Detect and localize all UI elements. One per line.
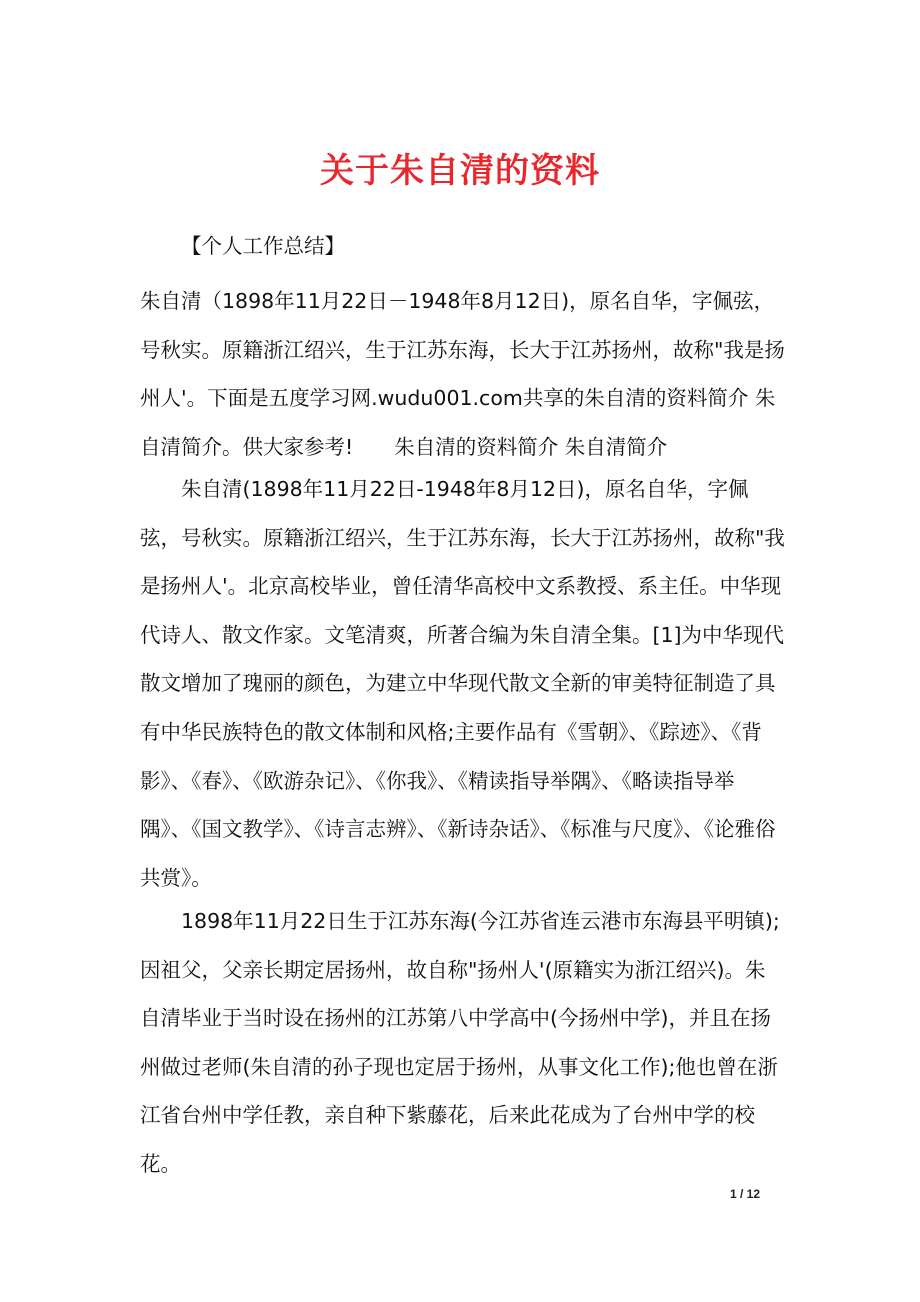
document-title: 关于朱自清的资料 [320,151,600,191]
paragraph-3: 1898年11月22日生于江苏东海(今江苏省连云港市东海县平明镇);因祖父，父亲长期定居扬州，故自称"扬州人'(原籍实为浙江绍兴)。朱自清毕业于当时设在扬州的江苏第八中学高中(今扬州中学)，并且在扬州做过老师(朱自清的孙子现也定居于扬州，从事文化工作);他也曾在浙江省台州中学任教，亲自种下紫藤花，后来此花成为了台州中学的校花。 [140,909,780,1176]
page-number: 1 / 12 [730,1187,761,1201]
paragraph-bio [140,465,785,902]
paragraph-1: 朱自清（1898年11月22日－1948年8月12日)，原名自华，字佩弦，号秋实。原籍浙江绍兴，生于江苏东海，长大于江苏扬州，故称"我是扬州人'。下面是五度学习网.wudu001.com共享的朱自清的资料简介 朱自清简介。供大家参考! 朱自清的资料简介 朱自清简介 [140,289,785,459]
paragraph-2: 朱自清(1898年11月22日-1948年8月12日)，原名自华，字佩弦，号秋实。原籍浙江绍兴，生于江苏东海，长大于江苏扬州，故称"我是扬州人'。北京高校毕业，曾任清华高校中文系教授、系主任。中华现代诗人、散文作家。文笔清爽，所著合编为朱自清全集。[1]为中华现代散文增加了瑰丽的颜色，为建立中华现代散文全新的审美特征制造了具有中华民族特色的散文体制和风格;主要作品有《雪朝》、《踪迹》、《背影》、《春》、《欧游杂记》、《你我》、《精读指导举隅》、《略读指导举隅》、《国文教学》、《诗言志辨》、《新诗杂话》、《标准与尺度》、《论雅俗共赏》。 [140,477,785,890]
paragraph-intro [140,277,785,471]
paragraph-birth [140,897,785,1189]
section-heading: 【个人工作总结】 [181,234,345,258]
